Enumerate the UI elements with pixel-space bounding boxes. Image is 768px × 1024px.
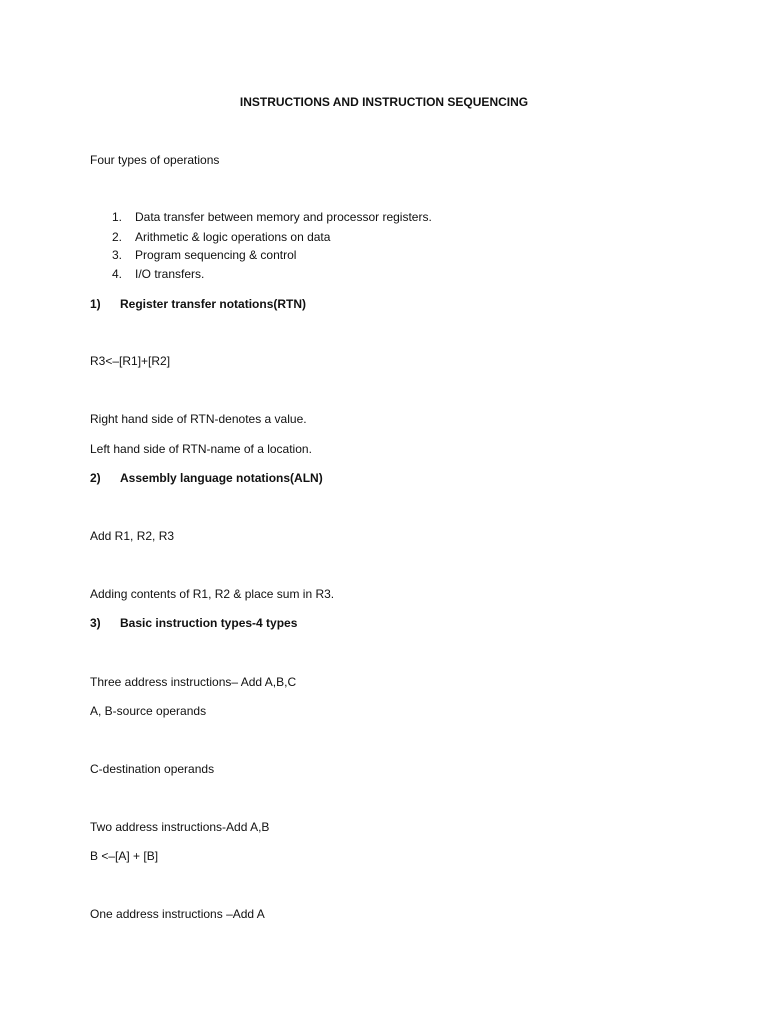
aln-example: Add R1, R2, R3	[90, 529, 175, 543]
rtn-example: R3<–[R1]+[R2]	[90, 354, 171, 368]
list-item-text: Program sequencing & control	[135, 248, 297, 262]
section-number: 3)	[90, 616, 101, 630]
three-address-text: Three address instructions– Add A,B,C	[90, 675, 297, 689]
list-item-number: 4.	[112, 267, 123, 281]
list-item-number: 3.	[112, 248, 123, 262]
list-item-text: Arithmetic & logic operations on data	[135, 230, 331, 244]
section-title: Register transfer notations(RTN)	[120, 297, 307, 311]
list-item-text: I/O transfers.	[135, 267, 205, 281]
three-address-source: A, B-source operands	[90, 704, 207, 718]
aln-desc: Adding contents of R1, R2 & place sum in R3.	[90, 587, 335, 601]
three-address-destination: C-destination operands	[90, 762, 215, 776]
two-address-rtn: B <–[A] + [B]	[90, 849, 159, 863]
one-address-text: One address instructions –Add A	[90, 907, 265, 921]
list-item-text: Data transfer between memory and processor registers.	[135, 210, 432, 224]
list-item-number: 1.	[112, 210, 123, 224]
two-address-text: Two address instructions-Add A,B	[90, 820, 270, 834]
rtn-left-desc: Left hand side of RTN-name of a location.	[90, 442, 312, 456]
section-title: Assembly language notations(ALN)	[120, 471, 323, 485]
section-number: 1)	[90, 297, 101, 311]
page-title: INSTRUCTIONS AND INSTRUCTION SEQUENCING	[239, 95, 529, 109]
list-item-number: 2.	[112, 230, 123, 244]
section-title: Basic instruction types-4 types	[120, 616, 298, 630]
section-number: 2)	[90, 471, 101, 485]
intro-text: Four types of operations	[90, 153, 220, 167]
rtn-right-desc: Right hand side of RTN-denotes a value.	[90, 412, 307, 426]
